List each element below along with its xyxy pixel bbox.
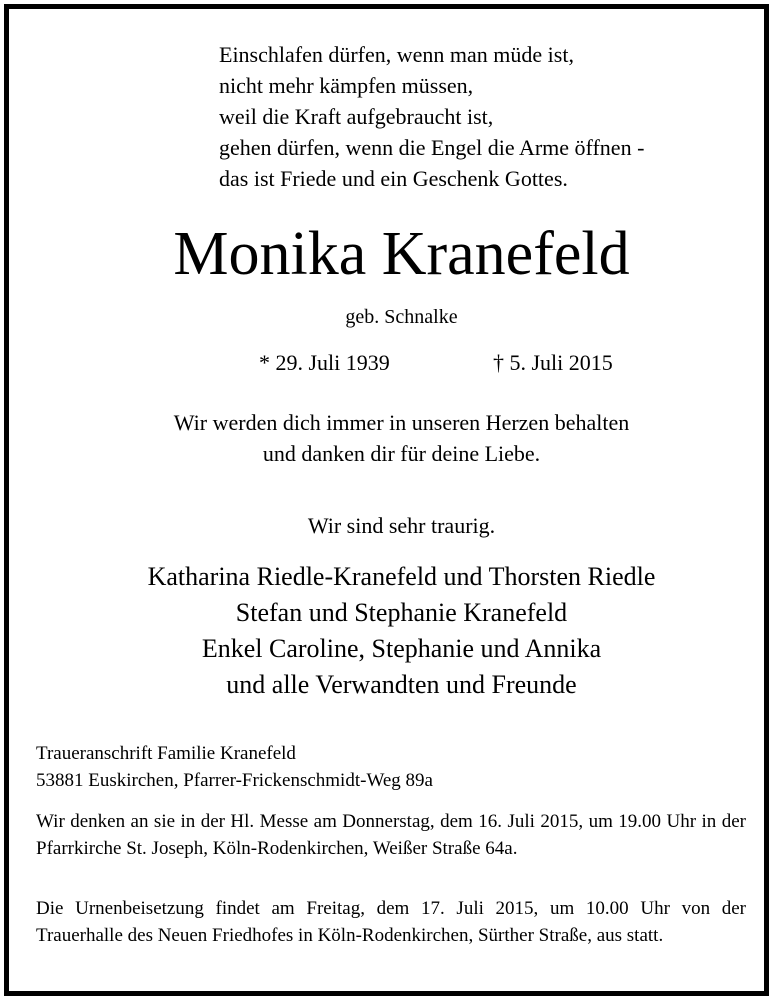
sad-line bbox=[9, 511, 764, 541]
mourning-address bbox=[36, 740, 433, 794]
mourner-line: und alle Verwandten und Freunde bbox=[226, 670, 577, 699]
address-line: Traueranschrift Familie Kranefeld bbox=[36, 743, 296, 764]
birth-date: * 29. Juli 1939 bbox=[259, 350, 390, 375]
deceased-name: Monika Kranefeld bbox=[173, 220, 630, 288]
mourners-list bbox=[9, 559, 764, 703]
death-date: † 5. Juli 2015 bbox=[493, 350, 613, 375]
farewell-text bbox=[9, 407, 764, 469]
sad-line-text: Wir sind sehr traurig. bbox=[307, 513, 496, 538]
obituary-frame bbox=[4, 4, 769, 996]
urn-burial-notice: Die Urnenbeisetzung findet am Freitag, dem 17. Juli 2015, um 10.00 Uhr von der Trauerhalle des Neuen Friedhofes in Köln-Rodenkirchen, Sürther Straße, aus statt. bbox=[36, 898, 746, 946]
poem-line: Einschlafen dürfen, wenn man müde ist, bbox=[219, 42, 574, 67]
poem-line: weil die Kraft aufgebraucht ist, bbox=[219, 104, 494, 129]
poem bbox=[219, 39, 644, 194]
mass-notice: Wir denken an sie in der Hl. Messe am Donnerstag, dem 16. Juli 2015, um 19.00 Uhr in der Pfarrkirche St. Joseph, Köln-Rodenkirchen, Weißer Straße 64a. bbox=[36, 811, 746, 859]
poem-line: nicht mehr kämpfen müssen, bbox=[219, 73, 474, 98]
poem-line: gehen dürfen, wenn die Engel die Arme öffnen - bbox=[219, 135, 645, 160]
farewell-line: Wir werden dich immer in unseren Herzen behalten bbox=[173, 410, 630, 435]
address-line: 53881 Euskirchen, Pfarrer-Frickenschmidt-Weg 89a bbox=[36, 770, 433, 791]
poem-line: das ist Friede und ein Geschenk Gottes. bbox=[219, 166, 568, 191]
born-name: geb. Schnalke bbox=[345, 306, 458, 328]
mourner-line: Stefan und Stephanie Kranefeld bbox=[235, 598, 568, 627]
farewell-line: und danken dir für deine Liebe. bbox=[262, 441, 541, 466]
mourner-line: Enkel Caroline, Stephanie und Annika bbox=[201, 634, 602, 663]
mourner-line: Katharina Riedle-Kranefeld und Thorsten Riedle bbox=[147, 562, 656, 591]
